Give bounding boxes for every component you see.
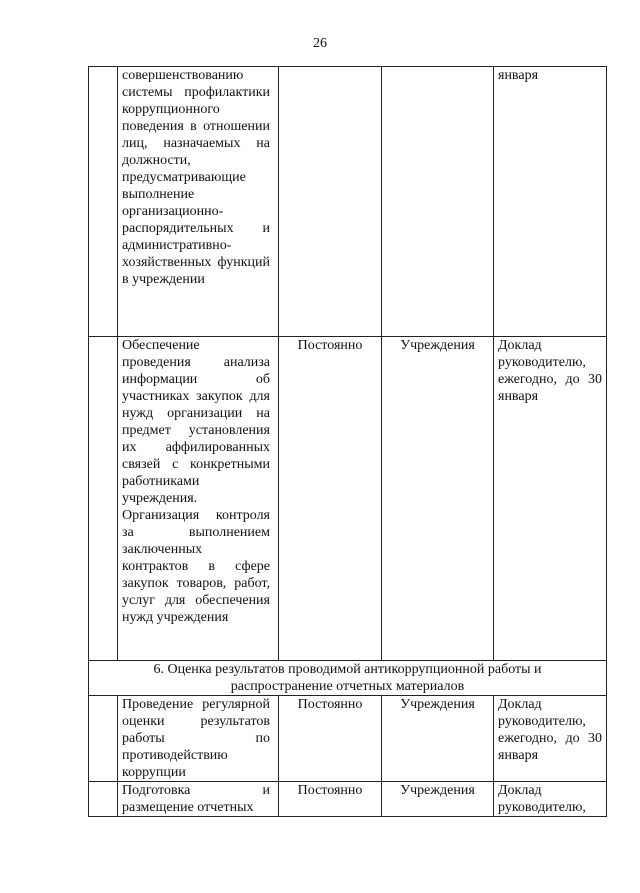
measure-cell <box>118 337 279 661</box>
table-row <box>89 337 607 661</box>
row-number-cell <box>89 67 118 337</box>
responsible-cell: Учреждения <box>382 782 494 817</box>
measure-text: совершенствованию системы профилактики коррупционного поведения в отношении лиц, назначаемых на должности, предусматривающие выполнение организационно-распорядительных и административно-хозяйственных функций в учреждении <box>122 68 270 287</box>
table-row <box>89 696 607 782</box>
measure-cell <box>118 67 279 337</box>
action-plan-table <box>88 66 607 817</box>
period-cell: Постоянно <box>279 782 382 817</box>
responsible-cell <box>382 67 494 337</box>
measure-cell <box>118 696 279 782</box>
period-cell: Постоянно <box>279 337 382 661</box>
section-title-cell <box>89 661 607 696</box>
report-cell: Доклад руководителю, <box>494 782 607 817</box>
table-row <box>89 782 607 817</box>
measure-text: Подготовка и размещение отчетных <box>122 783 270 815</box>
page-number: 26 <box>313 36 327 51</box>
report-cell: января <box>494 67 607 337</box>
responsible-cell: Учреждения <box>382 696 494 782</box>
period-cell: Постоянно <box>279 696 382 782</box>
section-title-line2: распространение отчетных материалов <box>230 679 465 694</box>
row-number-cell <box>89 696 118 782</box>
row-number-cell <box>89 782 118 817</box>
measure-text: Обеспечение проведения анализа информации об участниках закупок для нужд организации на предмет установления их аффилированных связей с конкретными работниками учреждения. Организация контроля за выполнением заключенных контрактов в сфере закупок товаров, работ, услуг для обеспечения нужд учреждения <box>122 338 270 625</box>
report-cell: Доклад руководителю, ежегодно, до 30 января <box>494 337 607 661</box>
report-cell: Доклад руководителю, ежегодно, до 30 января <box>494 696 607 782</box>
section-header-row <box>89 661 607 696</box>
row-number-cell <box>89 337 118 661</box>
section-title-line1: 6. Оценка результатов проводимой антикоррупционной работы и <box>153 662 542 677</box>
measure-cell <box>118 782 279 817</box>
period-cell <box>279 67 382 337</box>
responsible-cell: Учреждения <box>382 337 494 661</box>
table-row <box>89 67 607 337</box>
measure-text: Проведение регулярной оценки результатов работы по противодействию коррупции <box>122 697 270 780</box>
